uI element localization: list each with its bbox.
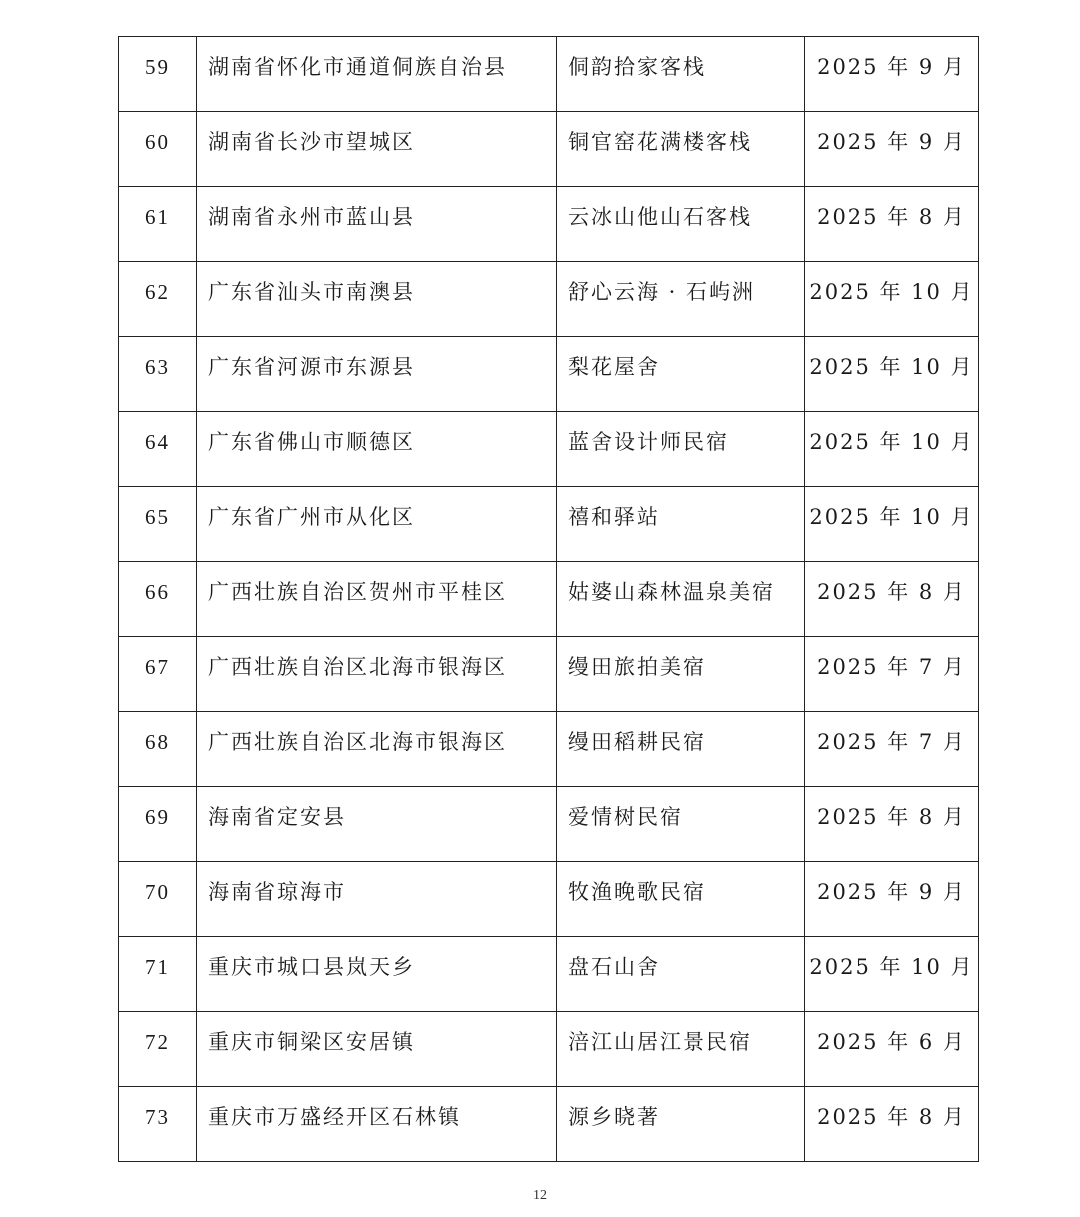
lodging-name-cell: 缦田旅拍美宿 — [557, 637, 805, 712]
lodging-name-cell: 舒心云海 · 石屿洲 — [557, 262, 805, 337]
region-cell: 海南省定安县 — [197, 787, 557, 862]
table-body — [119, 37, 979, 1162]
row-number-cell: 62 — [119, 262, 197, 337]
date-cell: 2025 年 10 月 — [805, 337, 979, 412]
region-cell: 海南省琼海市 — [197, 862, 557, 937]
table-row — [119, 262, 979, 337]
date-cell: 2025 年 10 月 — [805, 487, 979, 562]
table-row — [119, 187, 979, 262]
region-cell: 广东省佛山市顺德区 — [197, 412, 557, 487]
table-row — [119, 862, 979, 937]
row-number-cell: 59 — [119, 37, 197, 112]
lodging-name-cell: 蓝舍设计师民宿 — [557, 412, 805, 487]
date-cell: 2025 年 8 月 — [805, 562, 979, 637]
table-row — [119, 937, 979, 1012]
lodging-name-cell: 云冰山他山石客栈 — [557, 187, 805, 262]
row-number-cell: 70 — [119, 862, 197, 937]
date-cell: 2025 年 9 月 — [805, 112, 979, 187]
table-row — [119, 37, 979, 112]
date-cell: 2025 年 8 月 — [805, 187, 979, 262]
row-number-cell: 64 — [119, 412, 197, 487]
row-number-cell: 69 — [119, 787, 197, 862]
lodging-name-cell: 姑婆山森林温泉美宿 — [557, 562, 805, 637]
lodging-name-cell: 牧渔晚歌民宿 — [557, 862, 805, 937]
lodging-name-cell: 源乡晓著 — [557, 1087, 805, 1162]
date-cell: 2025 年 7 月 — [805, 712, 979, 787]
region-cell: 广东省河源市东源县 — [197, 337, 557, 412]
region-cell: 湖南省永州市蓝山县 — [197, 187, 557, 262]
table-row — [119, 637, 979, 712]
table-row — [119, 412, 979, 487]
table-row — [119, 337, 979, 412]
lodging-name-cell: 盘石山舍 — [557, 937, 805, 1012]
lodging-name-cell: 侗韵拾家客栈 — [557, 37, 805, 112]
date-cell: 2025 年 9 月 — [805, 37, 979, 112]
row-number-cell: 71 — [119, 937, 197, 1012]
table-row — [119, 562, 979, 637]
table-row — [119, 1087, 979, 1162]
lodging-name-cell: 涪江山居江景民宿 — [557, 1012, 805, 1087]
lodging-name-cell: 梨花屋舍 — [557, 337, 805, 412]
region-cell: 广东省广州市从化区 — [197, 487, 557, 562]
row-number-cell: 73 — [119, 1087, 197, 1162]
row-number-cell: 63 — [119, 337, 197, 412]
region-cell: 湖南省怀化市通道侗族自治县 — [197, 37, 557, 112]
date-cell: 2025 年 10 月 — [805, 412, 979, 487]
region-cell: 广西壮族自治区贺州市平桂区 — [197, 562, 557, 637]
row-number-cell: 67 — [119, 637, 197, 712]
row-number-cell: 65 — [119, 487, 197, 562]
row-number-cell: 60 — [119, 112, 197, 187]
date-cell: 2025 年 10 月 — [805, 937, 979, 1012]
region-cell: 广西壮族自治区北海市银海区 — [197, 637, 557, 712]
date-cell: 2025 年 8 月 — [805, 787, 979, 862]
region-cell: 重庆市铜梁区安居镇 — [197, 1012, 557, 1087]
lodging-name-cell: 爱情树民宿 — [557, 787, 805, 862]
table-row — [119, 712, 979, 787]
lodging-name-cell: 缦田稻耕民宿 — [557, 712, 805, 787]
date-cell: 2025 年 7 月 — [805, 637, 979, 712]
region-cell: 广东省汕头市南澳县 — [197, 262, 557, 337]
row-number-cell: 66 — [119, 562, 197, 637]
lodging-list-table — [118, 36, 979, 1162]
date-cell: 2025 年 9 月 — [805, 862, 979, 937]
lodging-name-cell: 禧和驿站 — [557, 487, 805, 562]
row-number-cell: 68 — [119, 712, 197, 787]
table-row — [119, 787, 979, 862]
date-cell: 2025 年 6 月 — [805, 1012, 979, 1087]
table-row — [119, 112, 979, 187]
region-cell: 湖南省长沙市望城区 — [197, 112, 557, 187]
region-cell: 重庆市万盛经开区石林镇 — [197, 1087, 557, 1162]
lodging-name-cell: 铜官窑花满楼客栈 — [557, 112, 805, 187]
date-cell: 2025 年 8 月 — [805, 1087, 979, 1162]
page-number: 12 — [533, 1188, 547, 1203]
row-number-cell: 72 — [119, 1012, 197, 1087]
table-row — [119, 1012, 979, 1087]
date-cell: 2025 年 10 月 — [805, 262, 979, 337]
table-row — [119, 487, 979, 562]
region-cell: 重庆市城口县岚天乡 — [197, 937, 557, 1012]
region-cell: 广西壮族自治区北海市银海区 — [197, 712, 557, 787]
row-number-cell: 61 — [119, 187, 197, 262]
